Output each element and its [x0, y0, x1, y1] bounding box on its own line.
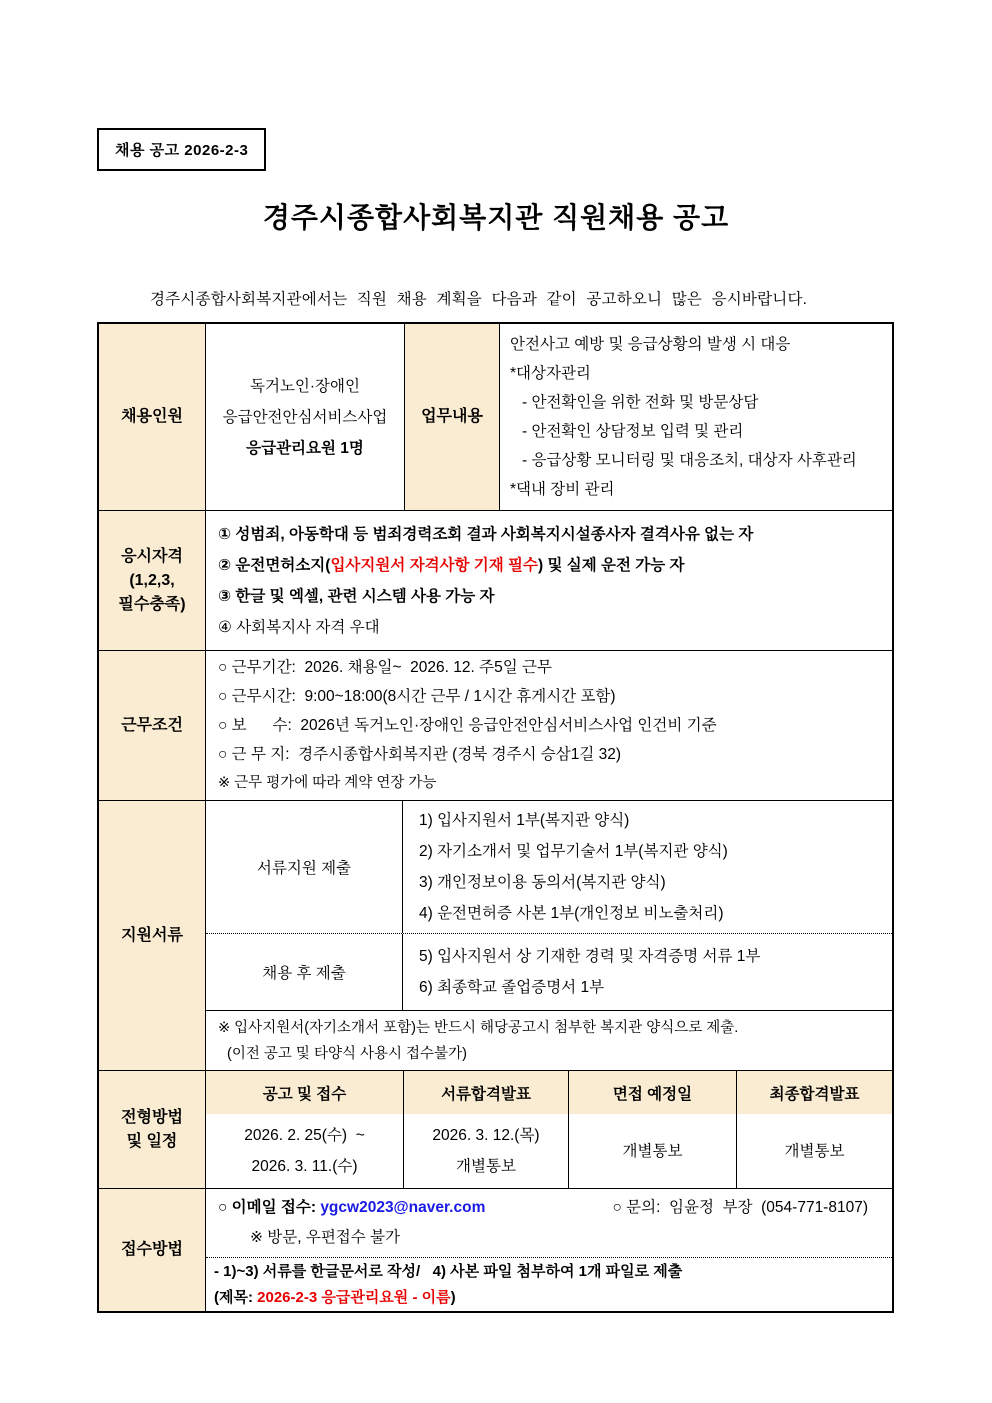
qualification-content-cell	[205, 511, 892, 650]
work-line: ○ 근무시간: 9:00~18:00(8시간 근무 / 1시간 휴게시간 포함)	[218, 688, 616, 705]
row-work-conditions	[99, 650, 892, 800]
qualification-item	[218, 550, 888, 581]
documents-content-col	[205, 801, 892, 1070]
work-content-cell	[205, 651, 892, 800]
qualification-item-required-red: 입사지원서 자격사항 기재 필수	[330, 556, 539, 574]
schedule-col-header-doc-result	[403, 1071, 568, 1114]
schedule-col-header-final	[736, 1071, 892, 1114]
after-item: 5) 입사지원서 상 기재한 경력 및 자격증명 서류 1부	[419, 948, 761, 965]
doc-result-line: 2026. 3. 12.(목)	[432, 1127, 540, 1144]
row-qualification	[99, 510, 892, 650]
row-recruit	[99, 324, 892, 510]
schedule-col-label: 공고 및 접수	[262, 1085, 347, 1103]
documents-submit-subrow	[206, 801, 892, 933]
work-line: ○ 근무기간: 2026. 채용일~ 2026. 12. 주5일 근무	[218, 659, 552, 676]
schedule-column-headers	[206, 1071, 892, 1114]
schedule-interview-cell	[568, 1114, 736, 1188]
qualification-item: ④ 사회복지사 자격 우대	[218, 618, 380, 636]
subject-prefix: (제목:	[214, 1289, 258, 1306]
email-contact-line	[218, 1193, 882, 1223]
position-line: 독거노인·장애인	[250, 377, 360, 395]
schedule-final-cell	[736, 1114, 892, 1188]
application-format-subrow	[206, 1257, 892, 1312]
submit-item: 1) 입사지원서 1부(복지관 양식)	[419, 812, 630, 829]
row-schedule	[99, 1070, 892, 1188]
row-application	[99, 1188, 892, 1311]
documents-after-subrow	[206, 933, 892, 1010]
qualification-item-suffix: ) 및 실제 운전 가능 자	[538, 556, 685, 574]
schedule-col-label: 서류합격발표	[441, 1085, 531, 1103]
work-header-cell	[99, 651, 205, 800]
documents-note-cell	[206, 1011, 892, 1070]
duty-line: *대상자관리	[510, 365, 591, 382]
documents-header-cell	[99, 801, 205, 1070]
work-note-line: ※ 근무 평가에 따라 계약 연장 가능	[218, 775, 437, 791]
doc-number-tag: 채용 공고 2026-2-3	[97, 128, 266, 171]
submit-label: 서류지원 제출	[256, 860, 352, 877]
row-documents	[99, 800, 892, 1070]
schedule-col-label: 최종합격발표	[769, 1085, 860, 1103]
schedule-content-col	[205, 1071, 892, 1188]
schedule-header-line: 및 일정	[126, 1132, 178, 1150]
email-label: 이메일 접수:	[231, 1199, 321, 1216]
application-content-col	[205, 1189, 892, 1311]
duty-header-label: 업무내용	[421, 408, 483, 425]
submit-item: 3) 개인정보이용 동의서(복지관 양식)	[419, 874, 666, 891]
position-line: 응급안전안심서비스사업	[222, 408, 388, 426]
apply-date-line: 2026. 2. 25(수) ~	[244, 1127, 365, 1144]
after-item: 6) 최종학교 졸업증명서 1부	[419, 979, 605, 996]
duty-content-cell	[499, 324, 892, 510]
duty-line: - 안전확인을 위한 전화 및 방문상담	[522, 394, 759, 411]
recruit-position-cell	[205, 324, 404, 510]
intro-text: 경주시종합사회복지관에서는 직원 채용 계획을 다음과 같이 공고하오니 많은 응시바랍니다.	[150, 291, 808, 308]
work-line: ○ 근 무 지: 경주시종합사회복지관 (경북 경주시 승삼1길 32)	[218, 746, 622, 763]
documents-note-subrow	[206, 1010, 892, 1070]
final-value: 개별통보	[784, 1142, 845, 1160]
duty-line: - 안전확인 상담정보 입력 및 관리	[522, 423, 744, 440]
documents-header-label: 지원서류	[121, 926, 183, 944]
qualification-header-line: (1,2,3,	[129, 571, 175, 589]
schedule-header-line: 전형방법	[121, 1108, 183, 1126]
subject-line	[214, 1285, 882, 1311]
duty-header-cell	[404, 324, 499, 510]
documents-note-line: ※ 입사지원서(자기소개서 포함)는 반드시 해당공고시 첨부한 복지관 양식으로 제출.	[218, 1019, 739, 1036]
qualification-item: ① 성범죄, 아동학대 등 범죄경력조회 결과 사회복지시설종사자 결격사유 없는 자	[218, 525, 754, 543]
email-bullet: ○	[218, 1199, 232, 1216]
schedule-doc-result-cell	[403, 1114, 568, 1188]
schedule-col-header-apply	[206, 1071, 403, 1114]
application-header-label: 접수방법	[121, 1241, 183, 1258]
duty-line: *댁내 장비 관리	[510, 481, 615, 498]
schedule-apply-dates-cell	[206, 1114, 403, 1188]
qualification-header-line: 필수충족)	[118, 595, 186, 613]
no-visit-note: ※ 방문, 우편접수 불가	[250, 1229, 400, 1246]
file-format-line: - 1)~3) 서류를 한글문서로 작성/ 4) 사본 파일 첨부하여 1개 파일로 제출	[214, 1263, 683, 1280]
contact-info: ○ 문의: 임윤정 부장 (054-771-8107)	[612, 1199, 868, 1216]
submit-label-cell	[206, 801, 403, 933]
page-title: 경주시종합사회복지관 직원채용 공고	[262, 202, 730, 233]
subject-red-text: 2026-2-3 응급관리요원 - 이름	[257, 1289, 451, 1306]
after-label-cell	[206, 934, 403, 1010]
schedule-col-header-interview	[568, 1071, 736, 1114]
work-line: ○ 보 수: 2026년 독거노인·장애인 응급안전안심서비스사업 인건비 기준	[218, 717, 717, 734]
doc-result-line: 개별통보	[456, 1158, 516, 1175]
schedule-col-label: 면접 예정일	[612, 1085, 693, 1103]
submit-item: 2) 자기소개서 및 업무기술서 1부(복지관 양식)	[419, 843, 728, 860]
submit-item: 4) 운전면허증 사본 1부(개인정보 비노출처리)	[419, 905, 724, 922]
qualification-header-line: 응시자격	[121, 547, 183, 565]
work-header-label: 근무조건	[121, 716, 183, 734]
recruit-header-cell	[99, 324, 205, 510]
duty-line: - 응급상황 모니터링 및 대응조치, 대상자 사후관리	[522, 452, 857, 469]
recruit-header-label: 채용인원	[121, 408, 183, 425]
subject-suffix: )	[450, 1289, 456, 1306]
qualification-item: ③ 한글 및 엑셀, 관련 시스템 사용 가능 자	[218, 587, 495, 605]
duty-line: 안전사고 예방 및 응급상황의 발생 시 대응	[510, 336, 791, 353]
position-count: 응급관리요원 1명	[246, 439, 364, 457]
after-label: 채용 후 제출	[262, 965, 346, 982]
application-email-subrow	[206, 1189, 892, 1257]
job-posting-table	[97, 322, 894, 1313]
schedule-data-row	[206, 1114, 892, 1188]
qualification-item-prefix: ② 운전면허소지(	[218, 556, 331, 574]
documents-note-line: (이전 공고 및 타양식 사용시 접수불가)	[227, 1045, 467, 1062]
application-header-cell	[99, 1189, 205, 1311]
apply-date-line: 2026. 3. 11.(수)	[251, 1158, 358, 1175]
submit-items-cell	[403, 801, 892, 933]
email-link[interactable]: ygcw2023@naver.com	[320, 1199, 486, 1216]
schedule-header-cell	[99, 1071, 205, 1188]
qualification-header-cell	[99, 511, 205, 650]
after-items-cell	[403, 934, 892, 1010]
interview-value: 개별통보	[622, 1142, 683, 1160]
